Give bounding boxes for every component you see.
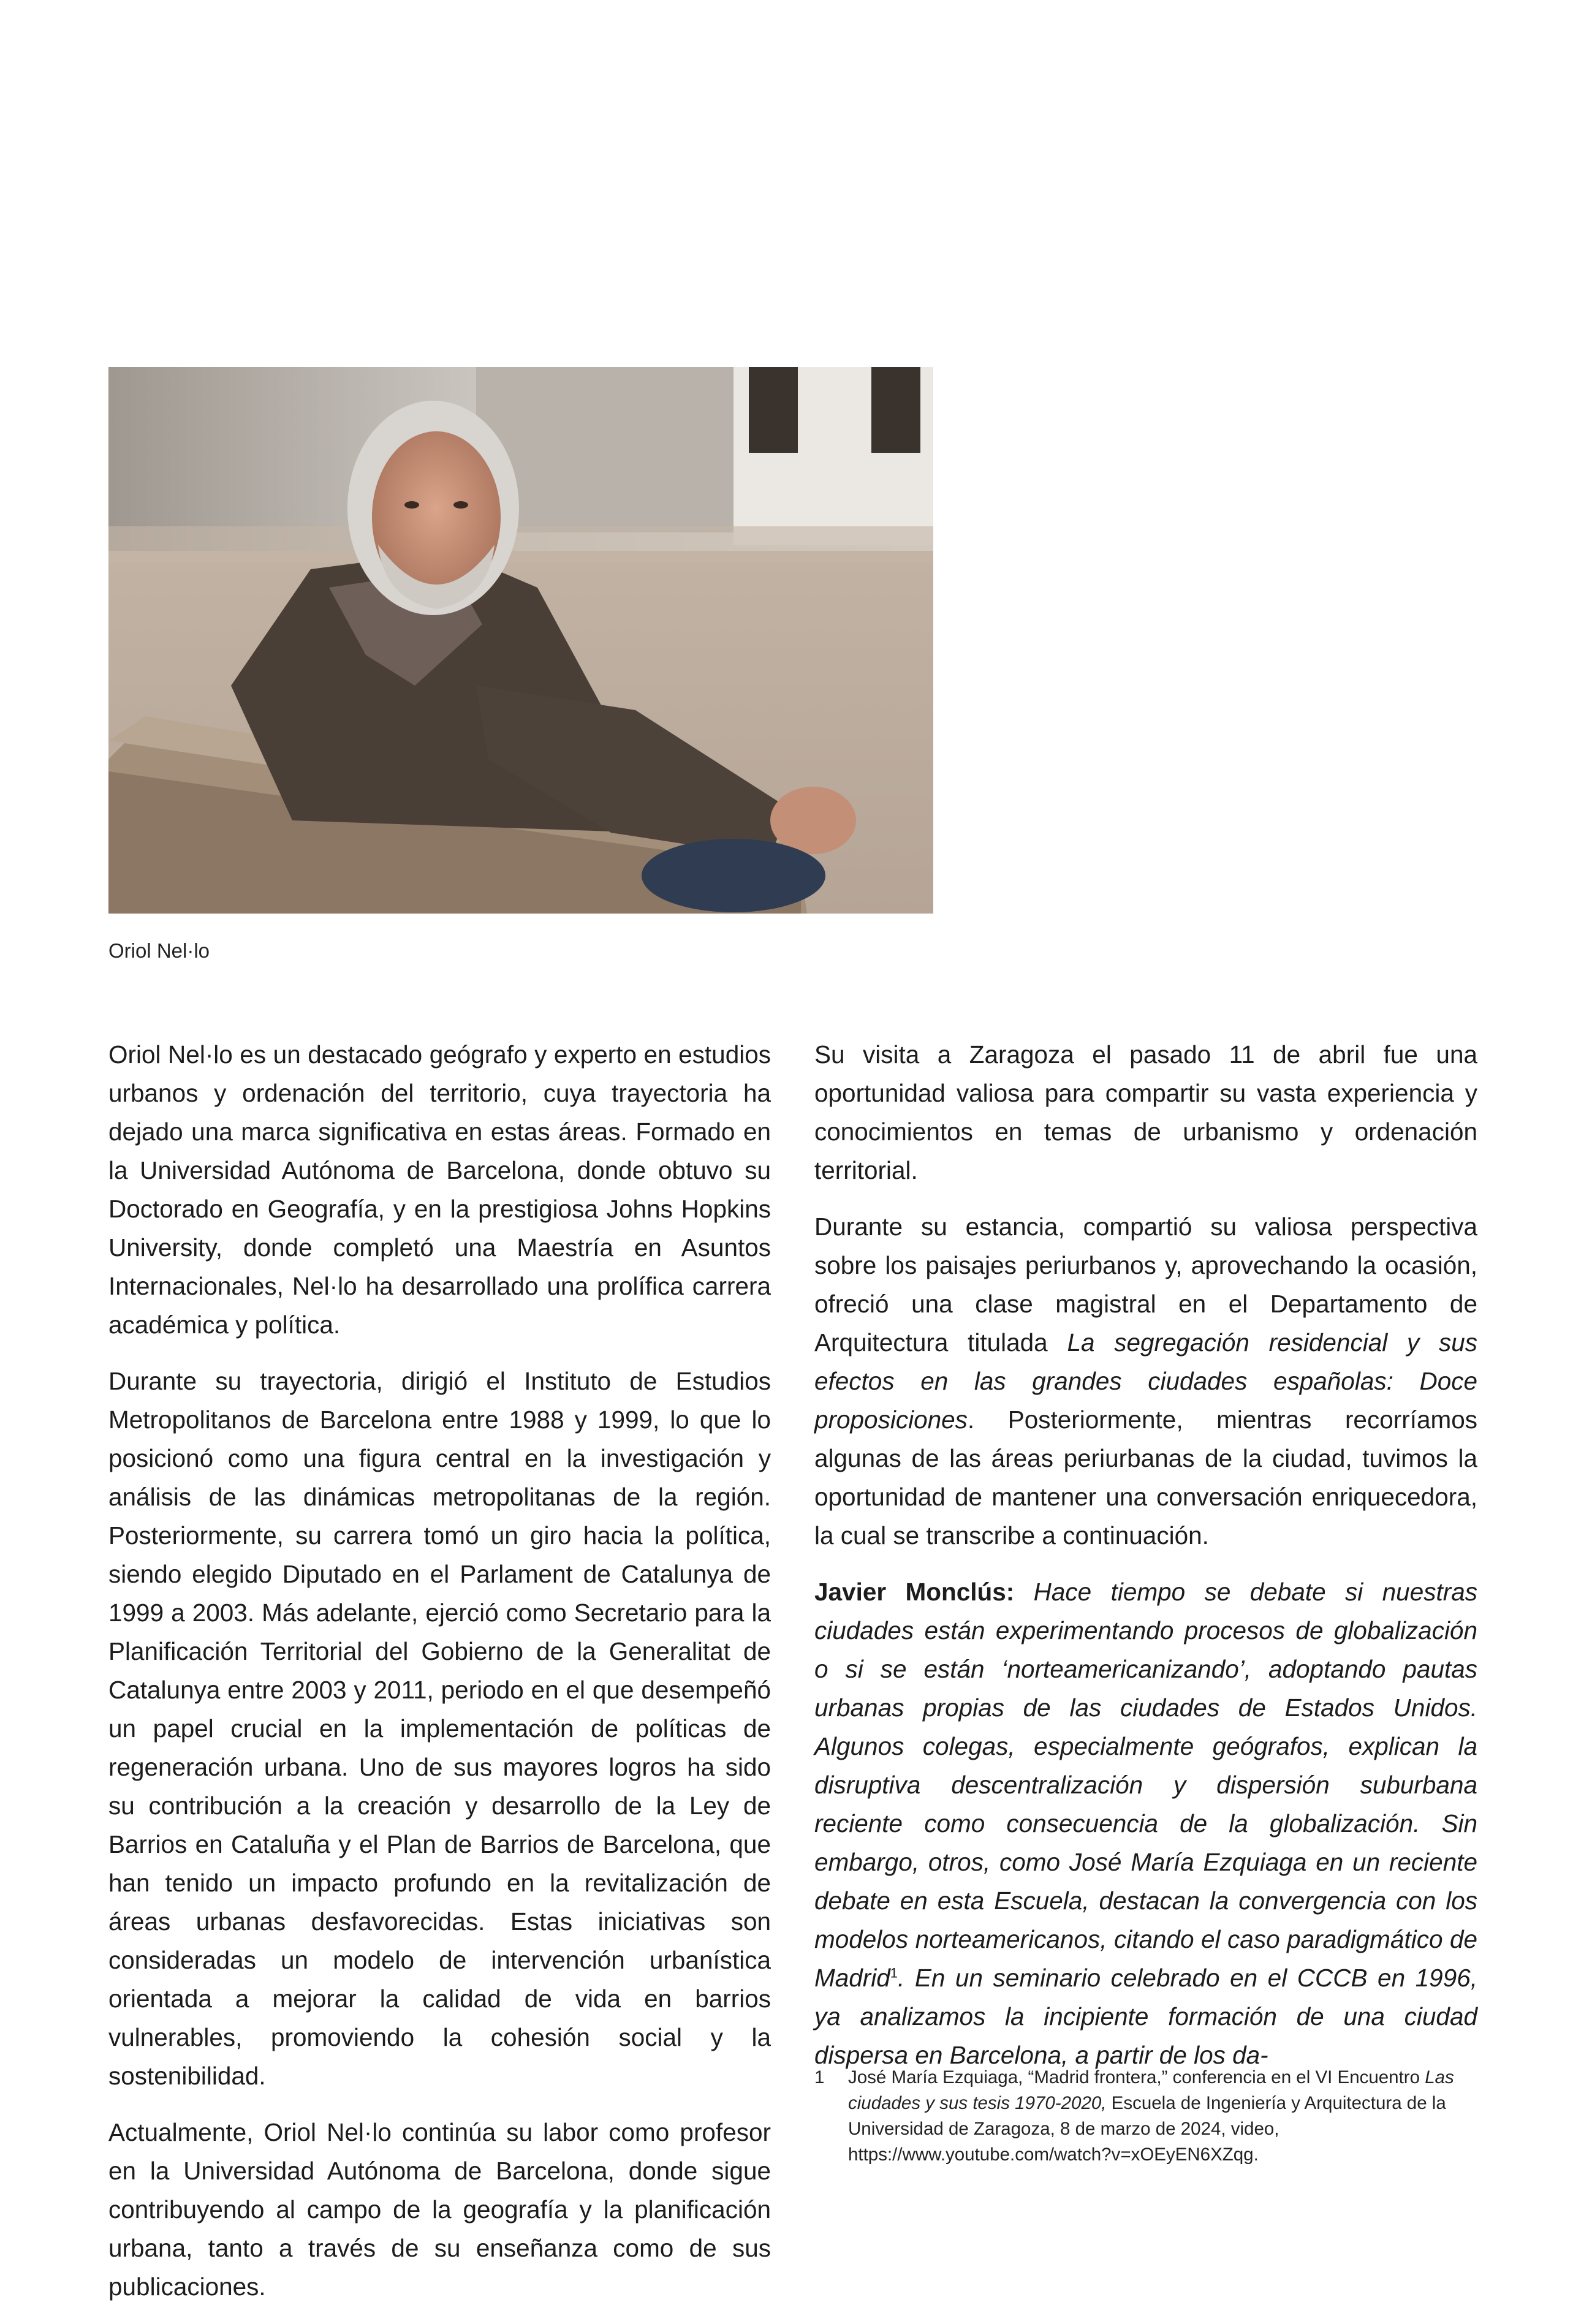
left-column <box>108 1035 771 2324</box>
paragraph-current: Actualmente, Oriol Nel·lo continúa su labor como profesor en la Universidad Autónoma de Barcelona, donde sigue contribuyendo al campo de la geografía y la planificación urbana, tanto a través de su enseñanza como de sus publicaciones. <box>108 2118 771 2301</box>
paragraph-visit: Su visita a Zaragoza el pasado 11 de abril fue una oportunidad valiosa para compartir su vasta experiencia y conocimientos en temas de urbanismo y ordenación territorial. <box>814 1040 1477 1184</box>
footnote-number: 1 <box>814 2067 825 2087</box>
interview-question <box>814 1573 1477 2075</box>
footnote <box>814 2065 1477 2168</box>
question-text-a: Hace tiempo se debate si nuestras ciudades están experimentando procesos de globalización o si se están ‘norteamericanizando’, adoptando pautas urbanas propias de las ciudades de Estados Unidos. Algunos colegas, especialmente geógrafos, explican la disruptiva descentralización y dispersión suburbana reciente como consecuencia de la globalización. Sin embargo, otros, como José María Ezquiaga en un reciente debate en esta Escuela, destacan la convergencia con los modelos norteamericanos, citando el caso paradigmático de Madrid <box>814 1578 1477 1992</box>
portrait-photo-icon <box>108 367 933 914</box>
speaker-name: Javier Monclús: <box>814 1578 1015 1606</box>
footnote-text-b: Escuela de Ingeniería y Arquitectura de la Universidad de Zaragoza, 8 de marzo de 2024, video, https://www.youtube.com/watch?v=xOEyEN6XZqg. <box>848 2093 1446 2165</box>
question-text-b: . En un seminario celebrado en el CCCB en 1996, ya analizamos la incipiente formación de una ciudad dispersa en Barcelona, a partir de los da- <box>814 1964 1477 2069</box>
paragraph-biography: Oriol Nel·lo es un destacado geógrafo y experto en estudios urbanos y ordenación del territorio, cuya trayectoria ha dejado una marca significativa en estas áreas. Formado en la Universidad Autónoma de Barcelona, donde obtuvo su Doctorado en Geografía, y en la prestigiosa Johns Hopkins University, donde completó una Maestría en Asuntos Internacionales, Nel·lo ha desarrollado una prolífica carrera académica y política. <box>108 1040 771 1339</box>
lecture-title: La segregación residencial y sus efectos en las grandes ciudades españolas: Doce proposiciones <box>814 1328 1477 1434</box>
paragraph-stay-text-a: Durante su estancia, compartió su valiosa perspectiva sobre los paisajes periurbanos y, aprovechando la ocasión, ofreció una clase magistral en el Departamento de Arquitectura titulada <box>814 1213 1477 1357</box>
paragraph-stay-text-b: . Posteriormente, mientras recorríamos algunas de las áreas periurbanas de la ciudad, tuvimos la oportunidad de mantener una conversación enriquecedora, la cual se transcribe a continuación. <box>814 1406 1477 1550</box>
footnote-reference[interactable]: 1 <box>890 1965 898 1981</box>
footnote-text <box>848 2065 1477 2168</box>
paragraph-stay <box>814 1208 1477 1555</box>
figure-caption: Oriol Nel·lo <box>108 939 210 962</box>
footnote-event-title: Las ciudades y sus tesis 1970-2020, <box>848 2067 1454 2113</box>
paragraph-career: Durante su trayectoria, dirigió el Instituto de Estudios Metropolitanos de Barcelona entre 1988 y 1999, lo que lo posicionó como una figura central en la investigación y análisis de las dinámicas metropolitanas de la región. Posteriormente, su carrera tomó un giro hacia la política, siendo elegido Diputado en el Parlament de Catalunya de 1999 a 2003. Más adelante, ejerció como Secretario para la Planificación Territorial del Gobierno de la Generalitat de Catalunya entre 2003 y 2011, periodo en el que desempeñó un papel crucial en la implementación de políticas de regeneración urbana. Uno de sus mayores logros ha sido su contribución a la creación y desarrollo de la Ley de Barrios en Cataluña y el Plan de Barrios de Barcelona, que han tenido un impacto profundo en la revitalización de áreas urbanas desfavorecidas. Estas iniciativas son consideradas un modelo de intervención urbanística orientada a mejorar la calidad de vida en barrios vulnerables, promoviendo la cohesión social y la sostenibilidad. <box>108 1367 771 2090</box>
footnote-text-a: José María Ezquiaga, “Madrid frontera,” conferencia en el VI Encuentro <box>848 2067 1425 2087</box>
portrait-photo <box>108 367 933 914</box>
right-column <box>814 1035 1477 2092</box>
